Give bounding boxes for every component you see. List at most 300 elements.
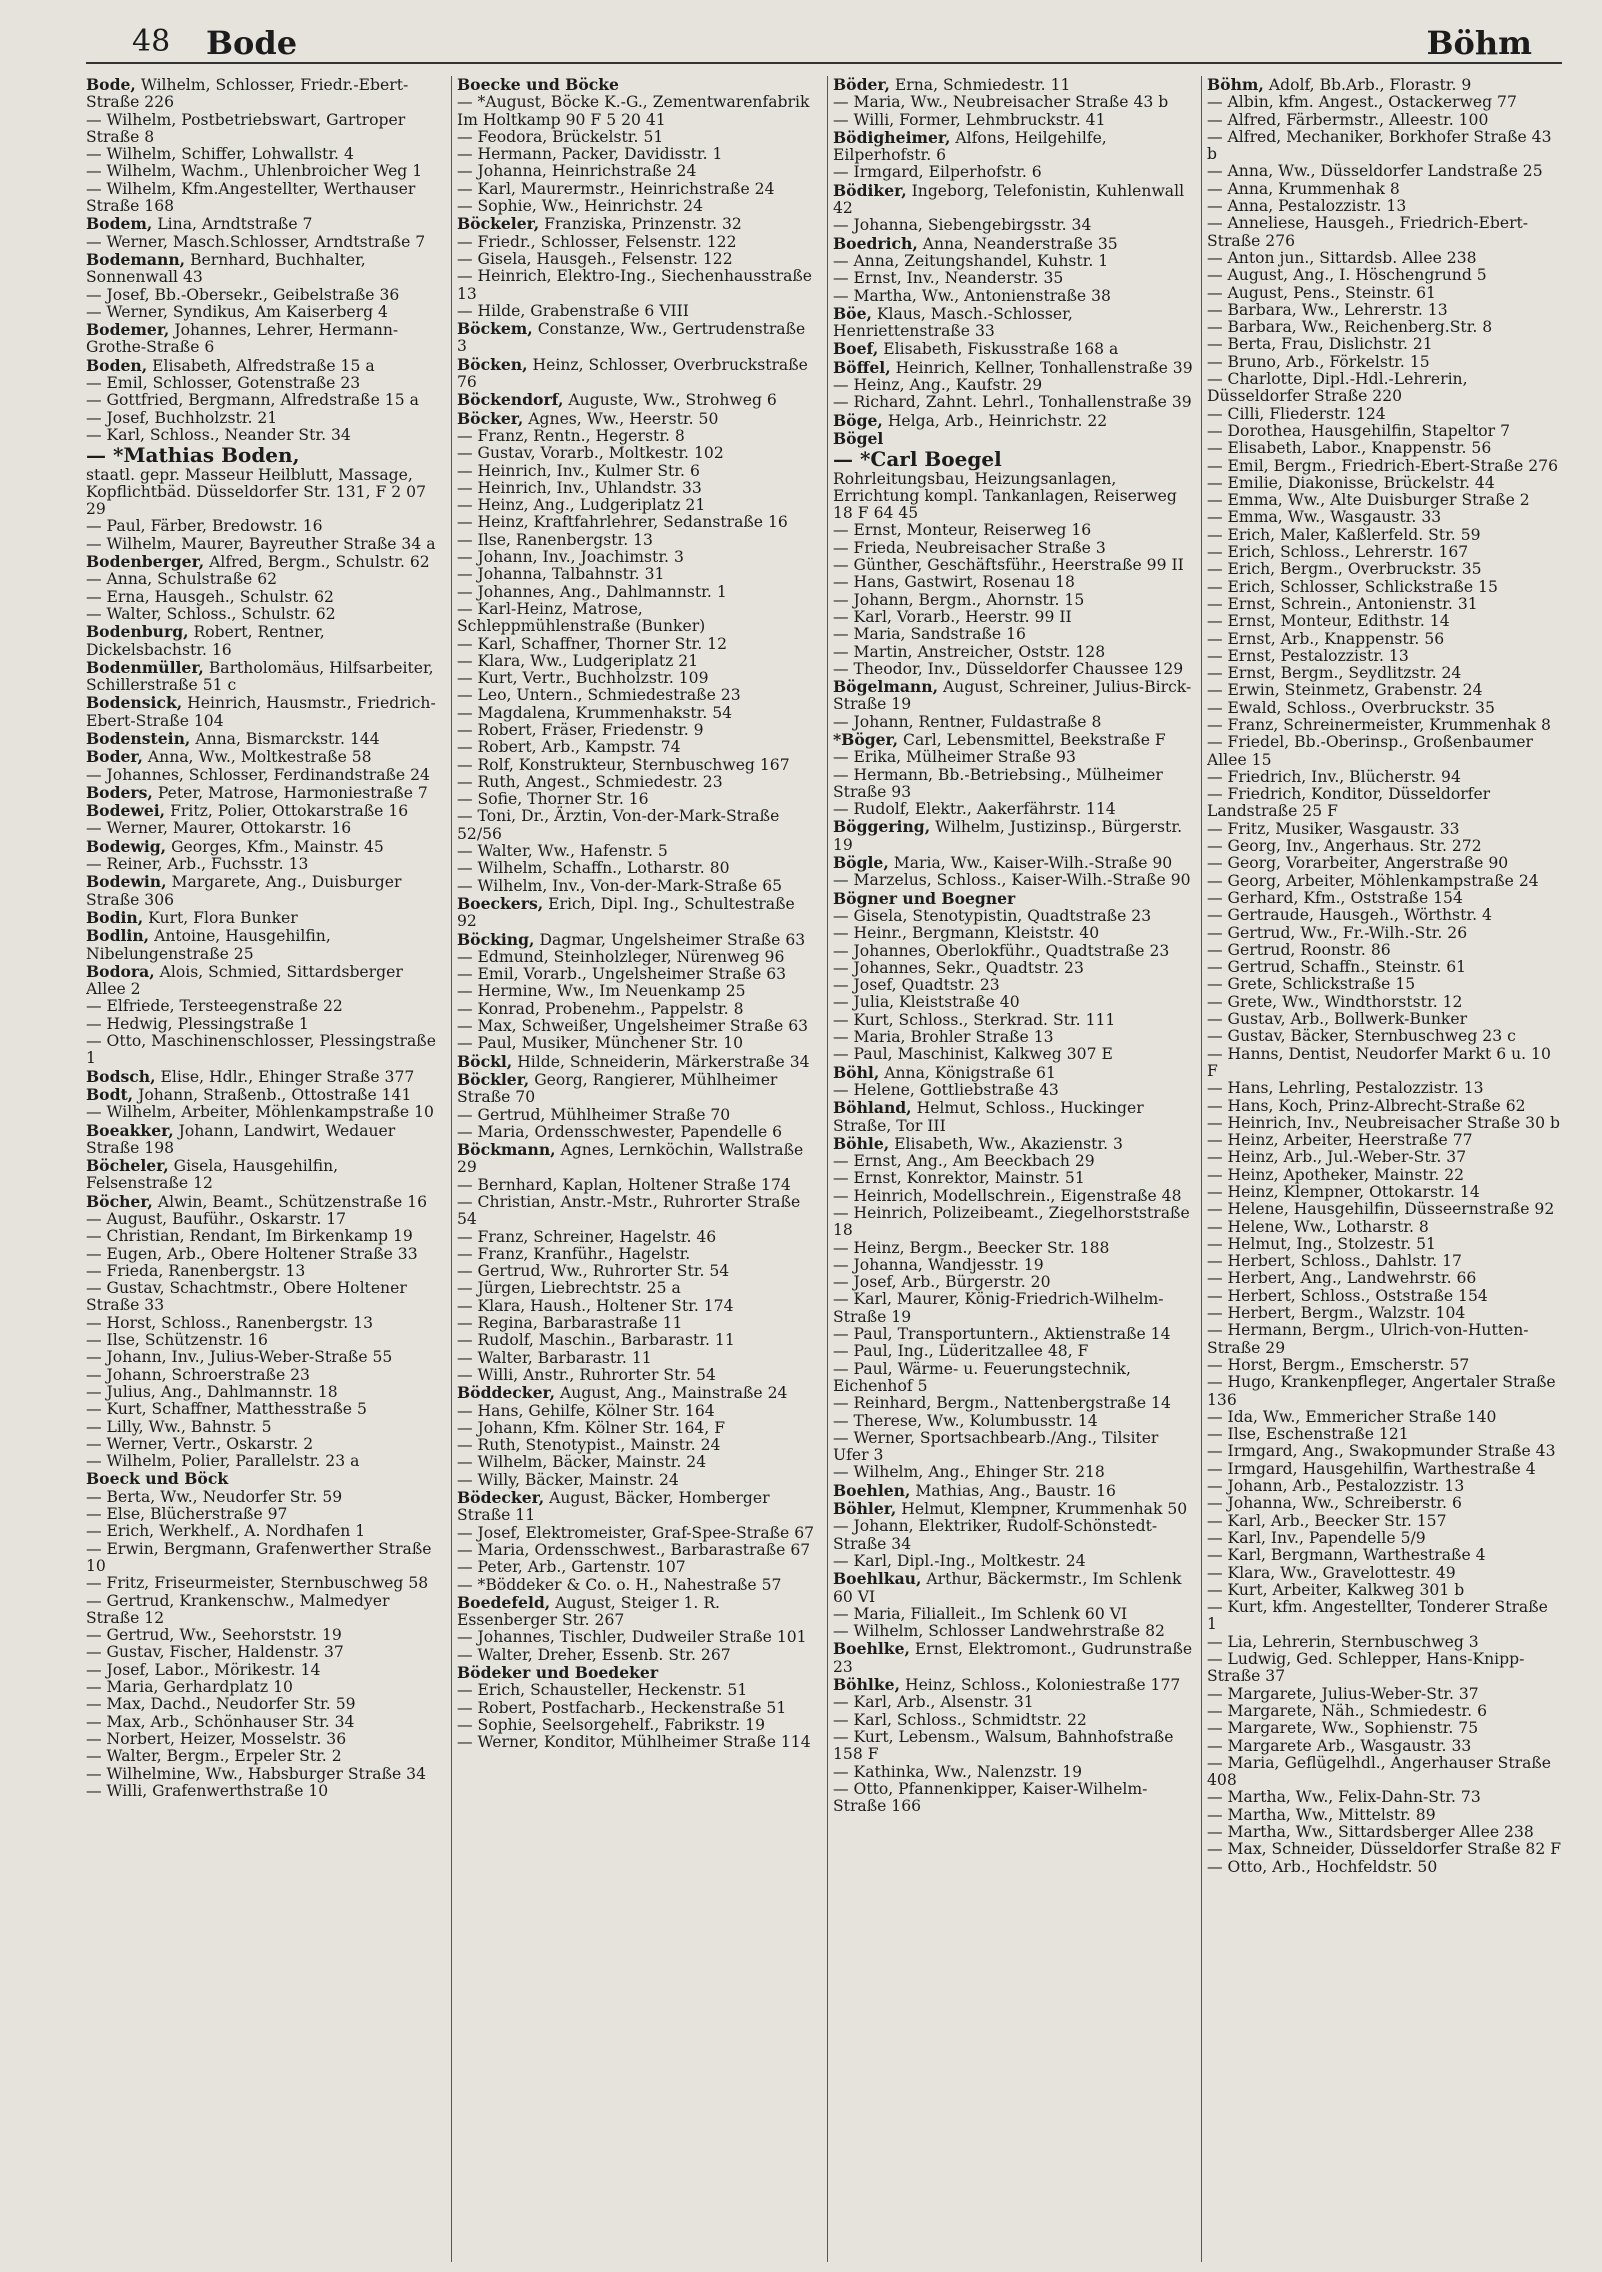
directory-entry	[833, 1188, 1194, 1205]
directory-entry	[86, 1714, 444, 1731]
entry-text: — Erich, Maler, Kaßlerfeld. Str. 59	[1207, 525, 1481, 544]
entry-text: — Karl, Schloss., Schmidtstr. 22	[833, 1710, 1087, 1729]
directory-entry	[457, 860, 818, 877]
entry-text: — Anna, Schulstraße 62	[86, 570, 278, 589]
entry-text: — Paul, Ing., Lüderitzallee 48, F	[833, 1342, 1089, 1361]
directory-entry	[86, 909, 444, 927]
entry-text: — Ilse, Eschenstraße 121	[1207, 1425, 1409, 1444]
entry-text: — Josef, Elektromeister, Graf-Spee-Straße 67	[457, 1523, 815, 1542]
directory-entry	[457, 549, 818, 566]
directory-entry	[1207, 1149, 1562, 1166]
surname: Böge,	[833, 410, 883, 430]
directory-entry	[457, 1229, 818, 1246]
directory-entry	[86, 287, 444, 304]
surname: Boeckers,	[457, 893, 544, 913]
page-number: 48	[132, 24, 171, 59]
directory-entry	[86, 1349, 444, 1366]
entry-text: — Johanna, Heinrichstraße 24	[457, 162, 697, 181]
directory-entry	[833, 714, 1194, 731]
entry-text: — Horst, Schloss., Ranenbergstr. 13	[86, 1313, 374, 1332]
group-heading	[457, 1664, 818, 1682]
directory-entry	[86, 76, 444, 112]
entry-text: — Maria, Sandstraße 16	[833, 625, 1026, 644]
directory-entry	[86, 251, 444, 287]
directory-entry	[457, 1489, 818, 1525]
directory-entry	[457, 1124, 818, 1141]
entry-text: — Rolf, Konstrukteur, Sternbuschweg 167	[457, 755, 790, 774]
entry-text: — Heinz, Ang., Kaufstr. 29	[833, 376, 1043, 395]
entry-text: — Christian, Rendant, Im Birkenkamp 19	[86, 1227, 413, 1246]
directory-entry	[457, 895, 818, 931]
entry-text: — Johann, Bergm., Ahornstr. 15	[833, 590, 1085, 609]
entry-text: — Richard, Zahnt. Lehrl., Tonhallenstraße 39	[833, 393, 1192, 412]
entry-text: — Max, Dachd., Neudorfer Str. 59	[86, 1695, 356, 1714]
entry-text: Anna, Königstraße 61	[884, 1063, 1056, 1082]
directory-entry	[86, 1122, 444, 1158]
directory-entry	[1207, 1824, 1562, 1841]
directory-entry	[1207, 890, 1562, 907]
directory-entry	[833, 112, 1194, 129]
entry-text: — Erna, Hausgeh., Schulstr. 62	[86, 587, 334, 606]
directory-entry	[457, 1298, 818, 1315]
entry-text: — Josef, Bb.-Obersekr., Geibelstraße 36	[86, 285, 400, 304]
entry-text: — Heinrich, Elektro-Ing., Siechenhausstraße 13	[457, 267, 813, 303]
entry-text: — Hans, Lehrling, Pestalozzistr. 13	[1207, 1079, 1484, 1098]
entry-text: — Günther, Geschäftsführ., Heerstraße 99 II	[833, 556, 1184, 575]
directory-entry	[86, 802, 444, 820]
entry-text: Margarete, Ang., Duisburger Straße 306	[86, 873, 402, 909]
entry-text: Elisabeth, Fiskusstraße 168 a	[883, 340, 1119, 359]
directory-entry	[833, 1257, 1194, 1274]
entry-text: — Ilse, Ranenbergstr. 13	[457, 530, 653, 549]
entry-text: — Heinz, Klempner, Ottokarstr. 14	[1207, 1183, 1480, 1201]
surname: Bödiker,	[833, 180, 907, 200]
directory-entry	[457, 601, 818, 636]
entry-text: — Gerhard, Kfm., Oststraße 154	[1207, 888, 1463, 907]
surname: Böhm,	[1207, 76, 1264, 94]
entry-text: — Heinrich, Polizeibeamt., Ziegelhorststraße 18	[833, 1204, 1190, 1240]
entry-text: — Walter, Dreher, Essenb. Str. 267	[457, 1645, 731, 1664]
entry-text: Antoine, Hausgehilfin, Nibelungenstraße 25	[86, 927, 331, 963]
directory-entry	[1207, 1720, 1562, 1737]
directory-entry	[86, 998, 444, 1015]
entry-text: — Werner, Vertr., Oskarstr. 2	[86, 1434, 314, 1453]
entry-text: — Johanna, Talbahnstr. 31	[457, 565, 665, 584]
directory-entry	[86, 112, 444, 147]
entry-text: Anna, Bismarckstr. 144	[195, 729, 380, 748]
directory-entry	[833, 1781, 1194, 1816]
entry-text: — Ludwig, Ged. Schlepper, Hans-Knipp-Straße 37	[1207, 1650, 1525, 1686]
entry-text: — Martha, Ww., Mittelstr. 89	[1207, 1805, 1436, 1824]
entry-text: — Herbert, Bergm., Walzstr. 104	[1207, 1304, 1466, 1323]
entry-text: — Wilhelm, Wachm., Uhlenbroicher Weg 1	[86, 162, 423, 181]
directory-entry	[86, 321, 444, 357]
entry-text: Heinz, Schlosser, Overbruckstraße 76	[457, 355, 808, 392]
entry-text: — Karl, Dipl.-Ing., Moltkestr. 24	[833, 1551, 1086, 1570]
directory-entry	[457, 1367, 818, 1384]
entry-text: Dagmar, Ungelsheimer Straße 63	[539, 930, 806, 949]
directory-entry	[457, 1437, 818, 1454]
entry-text: Bartholomäus, Hilfsarbeiter, Schillerstraße 51 c	[86, 658, 434, 695]
directory-entry	[833, 340, 1194, 358]
entry-text: — Emma, Ww., Wasgaustr. 33	[1207, 508, 1442, 527]
entry-text: — Erich, Schlosser, Schlickstraße 15	[1207, 577, 1498, 596]
entry-text: — Kurt, Schaffner, Matthesstraße 5	[86, 1400, 367, 1419]
directory-entry	[86, 748, 444, 766]
entry-text: — Werner, Masch.Schlosser, Arndtstraße 7	[86, 232, 426, 251]
surname: Böcker,	[457, 408, 524, 428]
entry-text: August, Steiger 1. R. Essenberger Str. 267	[457, 1593, 721, 1630]
entry-text: — Heinrich, Inv., Neubreisacher Straße 30 b	[1207, 1113, 1560, 1132]
entry-text: — Margarete Arb., Wasgaustr. 33	[1207, 1736, 1472, 1755]
entry-text: — Otto, Arb., Hochfeldstr. 50	[1207, 1857, 1438, 1876]
directory-entry	[833, 359, 1194, 377]
entry-text: — Horst, Bergm., Emscherstr. 57	[1207, 1355, 1470, 1374]
directory-entry	[833, 731, 1194, 749]
directory-entry	[457, 445, 818, 462]
directory-entry	[833, 1464, 1194, 1481]
directory-entry	[1207, 509, 1562, 526]
directory-entry	[457, 1384, 818, 1402]
directory-entry	[833, 305, 1194, 341]
entry-text: — Wilhelm, Schaffn., Lotharstr. 80	[457, 859, 730, 878]
directory-entry	[457, 198, 818, 215]
surname: Boder,	[86, 747, 143, 767]
entry-text: — Peter, Arb., Gartenstr. 107	[457, 1558, 686, 1577]
directory-entry	[833, 678, 1194, 714]
directory-entry	[457, 1594, 818, 1630]
directory-entry	[1207, 1426, 1562, 1443]
directory-entry	[86, 1506, 444, 1523]
surname: Böder,	[833, 76, 890, 94]
directory-entry	[457, 480, 818, 497]
directory-entry	[1207, 1634, 1562, 1651]
entry-text: — Karl, Maurermstr., Heinrichstraße 24	[457, 179, 775, 198]
directory-entry	[1207, 492, 1562, 509]
surname: Bodenburg,	[86, 622, 189, 642]
entry-text: — Sophie, Ww., Heinrichstr. 24	[457, 197, 704, 216]
entry-text: — Maria, Gerhardplatz 10	[86, 1678, 293, 1697]
advertisement-entry	[833, 448, 1194, 522]
entry-text: — Werner, Syndikus, Am Kaiserberg 4	[86, 302, 388, 321]
entry-text: — Margarete, Ww., Sophienstr. 75	[1207, 1719, 1479, 1738]
directory-entry	[457, 303, 818, 320]
entry-text: — Karl, Inv., Papendelle 5/9	[1207, 1528, 1426, 1547]
entry-text: — Wilhelm, Bäcker, Mainstr. 24	[457, 1453, 707, 1472]
directory-entry	[1207, 976, 1562, 993]
entry-text: Erich, Dipl. Ing., Schultestraße 92	[457, 894, 795, 931]
group-heading-text: Boecke und Böcke	[457, 76, 619, 94]
directory-entry	[457, 1141, 818, 1177]
directory-entry	[86, 838, 444, 856]
directory-entry	[86, 1016, 444, 1033]
surname: Böcheler,	[86, 1156, 169, 1176]
entry-text: — Ernst, Konrektor, Mainstr. 51	[833, 1169, 1085, 1188]
directory-entry	[833, 164, 1194, 181]
directory-entry	[457, 1018, 818, 1035]
entry-text: — Kurt, Arbeiter, Kalkweg 301 b	[1207, 1580, 1465, 1599]
directory-entry	[1207, 336, 1562, 353]
directory-entry	[86, 1627, 444, 1644]
entry-text: — Fritz, Friseurmeister, Sternbuschweg 58	[86, 1574, 429, 1593]
entry-text: — Wilhelm, Polier, Parallelstr. 23 a	[86, 1452, 360, 1471]
entry-text: — Rudolf, Maschin., Barbarastr. 11	[457, 1331, 735, 1350]
directory-entry	[833, 854, 1194, 872]
directory-entry	[457, 1053, 818, 1071]
entry-text: — Kurt, Lebensm., Walsum, Bahnhofstraße 158 F	[833, 1727, 1174, 1764]
entry-text: Elisabeth, Alfredstraße 15 a	[152, 356, 375, 375]
entry-text: Adolf, Bb.Arb., Florastr. 9	[1268, 76, 1472, 94]
entry-text: — Edmund, Steinholzleger, Nürenweg 96	[457, 947, 785, 966]
directory-entry	[1207, 925, 1562, 942]
group-heading-text: Bögner und Boegner	[833, 888, 1016, 908]
directory-entry	[1207, 285, 1562, 302]
surname: Bödecker,	[457, 1488, 545, 1508]
entry-text: — Marzelus, Schloss., Kaiser-Wilh.-Straße 90	[833, 871, 1191, 890]
entry-text: — Kathinka, Ww., Nalenzstr. 19	[833, 1762, 1083, 1781]
column-1	[86, 76, 444, 2266]
entry-text: — Reiner, Arb., Fuchsstr. 13	[86, 855, 309, 874]
entry-text: Wilhelm, Schlosser, Friedr.-Ebert-Straße 226	[86, 76, 409, 112]
page-header	[86, 10, 1562, 64]
directory-entry	[1207, 1374, 1562, 1409]
group-heading	[457, 76, 818, 94]
entry-text: — Klara, Ww., Ludgeriplatz 21	[457, 651, 699, 670]
entry-text: — Johannes, Oberlokführ., Quadtstraße 23	[833, 941, 1170, 960]
directory-entry	[1207, 1599, 1562, 1634]
directory-entry	[1207, 1478, 1562, 1495]
group-heading	[833, 890, 1194, 908]
directory-entry	[833, 1676, 1194, 1694]
entry-text: — Sofie, Thorner Str. 16	[457, 790, 649, 809]
directory-entry	[86, 1731, 444, 1748]
entry-text: — Barbara, Ww., Lehrerstr. 13	[1207, 300, 1448, 319]
entry-text: — Irmgard, Ang., Swakopmunder Straße 43	[1207, 1442, 1556, 1461]
entry-text: Anna, Ww., Moltkestraße 58	[147, 748, 372, 767]
entry-text: — Sophie, Seelsorgehelf., Fabrikstr. 19	[457, 1715, 765, 1734]
directory-entry	[1207, 1755, 1562, 1790]
entry-text: — Heinz, Bergm., Beecker Str. 188	[833, 1238, 1110, 1257]
entry-text: — Ernst, Bergm., Seydlitzstr. 24	[1207, 664, 1462, 683]
directory-entry	[457, 1263, 818, 1280]
directory-entry	[457, 1647, 818, 1664]
entry-text: — Walter, Bergm., Erpeler Str. 2	[86, 1747, 342, 1766]
entry-text: — August, Ang., I. Höschengrund 5	[1207, 266, 1487, 285]
directory-entry	[457, 1107, 818, 1124]
surname: Bodlin,	[86, 926, 150, 946]
directory-entry	[86, 181, 444, 216]
directory-entry	[86, 1228, 444, 1245]
entry-text: — Alfred, Färbermstr., Alleestr. 100	[1207, 110, 1489, 129]
surname: Bodewig,	[86, 836, 167, 856]
directory-entry	[86, 1453, 444, 1470]
entry-text: — Hermine, Ww., Im Neuenkamp 25	[457, 982, 746, 1001]
surname: Bodenberger,	[86, 552, 205, 572]
entry-text: — Helene, Ww., Lotharstr. 8	[1207, 1217, 1429, 1236]
entry-text: — Hermann, Packer, Davidisstr. 1	[457, 145, 723, 164]
directory-entry	[833, 574, 1194, 591]
directory-entry	[457, 1577, 818, 1594]
directory-entry	[457, 497, 818, 514]
directory-entry	[86, 1523, 444, 1540]
directory-entry	[457, 1420, 818, 1437]
directory-entry	[1207, 821, 1562, 838]
entry-text: — Julia, Kleiststraße 40	[833, 993, 1020, 1012]
entry-text: — Ernst, Pestalozzistr. 13	[1207, 646, 1409, 665]
directory-entry	[457, 1403, 818, 1420]
entry-text: — Wilhelm, Ang., Ehinger Str. 218	[833, 1463, 1105, 1482]
entry-text: — Jürgen, Liebrechtstr. 25 a	[457, 1279, 681, 1298]
directory-entry	[1207, 94, 1562, 111]
entry-text: — Anna, Ww., Düsseldorfer Landstraße 25	[1207, 162, 1543, 181]
directory-entry	[1207, 163, 1562, 180]
directory-entry	[833, 592, 1194, 609]
entry-text: Johann, Straßenb., Ottostraße 141	[138, 1085, 412, 1104]
entry-text: — Erwin, Bergmann, Grafenwerther Straße 10	[86, 1539, 432, 1575]
directory-entry	[86, 1068, 444, 1086]
directory-entry	[833, 1361, 1194, 1396]
surname: Boehlke,	[833, 1639, 910, 1659]
directory-entry	[833, 609, 1194, 626]
directory-entry	[457, 966, 818, 983]
entry-text: — Robert, Arb., Kampstr. 74	[457, 738, 681, 757]
directory-entry	[457, 687, 818, 704]
entry-text: — Kurt, kfm. Angestellter, Tonderer Straße 1	[1207, 1598, 1548, 1634]
directory-entry	[457, 1315, 818, 1332]
surname: Bodin,	[86, 907, 144, 927]
entry-text: — Helene, Hausgehilfin, Düsseernstraße 92	[1207, 1200, 1555, 1219]
entry-text: — Feodora, Brückelstr. 51	[457, 127, 664, 146]
directory-entry	[833, 1518, 1194, 1553]
entry-text: — Paul, Maschinist, Kalkweg 307 E	[833, 1045, 1113, 1064]
directory-entry	[86, 963, 444, 999]
entry-text: — Paul, Musiker, Münchener Str. 10	[457, 1034, 744, 1053]
entry-text: — Ida, Ww., Emmericher Straße 140	[1207, 1407, 1497, 1426]
entry-text: — Irmgard, Eilperhofstr. 6	[833, 163, 1042, 182]
entry-text: — Ilse, Schützenstr. 16	[86, 1331, 268, 1350]
entry-text: — Wilhelm, Arbeiter, Möhlenkampstraße 10	[86, 1103, 434, 1122]
directory-entry	[457, 463, 818, 480]
surname: Böcking,	[457, 929, 535, 949]
entry-text: — Reinhard, Bergm., Nattenbergstraße 14	[833, 1394, 1171, 1413]
surname: Böckendorf,	[457, 390, 564, 410]
directory-entry	[457, 234, 818, 251]
entry-text: — Karl, Vorarb., Heerstr. 99 II	[833, 607, 1072, 626]
directory-entry	[457, 739, 818, 756]
entry-text: — Friedr., Schlosser, Felsenstr. 122	[457, 232, 737, 251]
directory-entry	[457, 878, 818, 895]
directory-entry	[86, 1783, 444, 1800]
advertisement-entry	[86, 444, 444, 518]
directory-entry	[457, 1350, 818, 1367]
entry-text: — Johann, Inv., Julius-Weber-Straße 55	[86, 1348, 393, 1367]
entry-text: Helmut, Klempner, Krummenhak 50	[901, 1500, 1188, 1519]
entry-text: — Josef, Quadtstr. 23	[833, 976, 1000, 995]
group-heading	[86, 1470, 444, 1488]
directory-entry	[1207, 406, 1562, 423]
directory-entry	[1207, 648, 1562, 665]
entry-text: — Karl, Maurer, König-Friedrich-Wilhelm-Straße 19	[833, 1290, 1164, 1326]
entry-text: — Frieda, Neubreisacher Straße 3	[833, 538, 1106, 557]
surname: Boedrich,	[833, 233, 918, 253]
entry-text: Agnes, Lernköchin, Wallstraße 29	[457, 1141, 804, 1177]
surname: Böckl,	[457, 1051, 513, 1071]
entry-text: — Johann, Kfm. Kölner Str. 164, F	[457, 1418, 726, 1437]
directory-entry	[833, 1395, 1194, 1412]
directory-entry	[86, 694, 444, 730]
directory-entry	[457, 808, 818, 843]
entry-text: — Klara, Haush., Holtener Str. 174	[457, 1296, 734, 1315]
directory-entry	[86, 1436, 444, 1453]
directory-entry	[1207, 631, 1562, 648]
directory-entry	[86, 1211, 444, 1228]
entry-text: — Karl, Arb., Beecker Str. 157	[1207, 1511, 1447, 1530]
directory-entry	[833, 1274, 1194, 1291]
directory-entry	[833, 1640, 1194, 1676]
directory-entry	[833, 1500, 1194, 1518]
directory-entry	[1207, 1288, 1562, 1305]
directory-entry	[86, 1644, 444, 1661]
surname: Böhl,	[833, 1062, 880, 1082]
directory-entry	[1207, 1253, 1562, 1270]
directory-entry	[833, 1570, 1194, 1606]
directory-entry	[1207, 1789, 1562, 1806]
directory-entry	[457, 391, 818, 409]
directory-entry	[1207, 1859, 1562, 1876]
directory-entry	[833, 1343, 1194, 1360]
directory-entry	[457, 722, 818, 739]
directory-entry	[1207, 423, 1562, 440]
entry-text: — Maria, Ordensschwester, Papendelle 6	[457, 1122, 783, 1141]
directory-entry	[86, 1104, 444, 1121]
entry-text: — Anna, Krummenhak 8	[1207, 179, 1400, 198]
directory-entry	[1207, 769, 1562, 786]
directory-entry	[1207, 1530, 1562, 1547]
entry-text: — Ernst, Ang., Am Beeckbach 29	[833, 1152, 1095, 1171]
directory-entry	[833, 1712, 1194, 1729]
entry-text: Alfred, Bergm., Schulstr. 62	[209, 553, 430, 572]
entry-text: Helmut, Schloss., Huckinger Straße, Tor III	[833, 1099, 1144, 1135]
surname: Bödigheimer,	[833, 127, 951, 147]
directory-entry	[833, 76, 1194, 94]
entry-text: — Paul, Färber, Bredowstr. 16	[86, 517, 323, 536]
surname: Boeakker,	[86, 1120, 174, 1140]
entry-text: — Robert, Fräser, Friedenstr. 9	[457, 720, 704, 739]
directory-entry	[1207, 76, 1562, 94]
entry-text: — Hedwig, Plessingstraße 1	[86, 1014, 309, 1033]
entry-text: — Johanna, Siebengebirgsstr. 34	[833, 216, 1092, 235]
directory-entry	[1207, 1236, 1562, 1253]
directory-entry	[833, 522, 1194, 539]
directory-entry	[833, 1082, 1194, 1099]
entry-text: — Heinz, Kraftfahrlehrer, Sedanstraße 16	[457, 513, 788, 532]
entry-text: Heinrich, Hausmstr., Friedrich-Ebert-Straße 104	[86, 694, 436, 730]
entry-text: — Julius, Ang., Dahlmannstr. 18	[86, 1382, 338, 1401]
directory-entry	[86, 1593, 444, 1628]
surname: Bodsch,	[86, 1066, 156, 1086]
directory-entry	[457, 410, 818, 428]
entry-text: — Max, Arb., Schönhauser Str. 34	[86, 1712, 355, 1731]
header-left-word: Bode	[206, 24, 298, 62]
directory-entry	[457, 1682, 818, 1699]
directory-entry	[833, 217, 1194, 234]
directory-entry	[457, 1525, 818, 1542]
entry-text: — Heinz, Ang., Ludgeriplatz 21	[457, 496, 706, 515]
directory-entry	[1207, 1409, 1562, 1426]
entry-text: Constanze, Ww., Gertrudenstraße 3	[457, 320, 806, 356]
directory-entry	[86, 606, 444, 623]
directory-entry	[833, 1482, 1194, 1500]
